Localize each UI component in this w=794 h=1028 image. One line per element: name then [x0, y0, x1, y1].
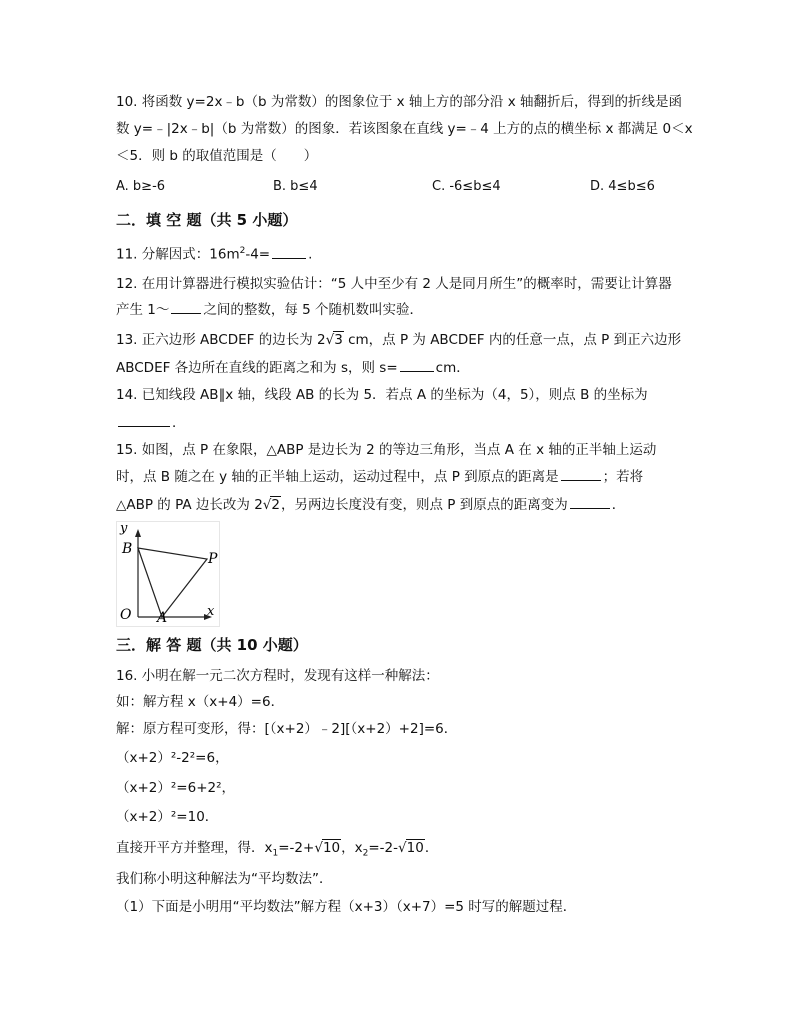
q15-text-pre: 时，点 B 随之在 y 轴的正半轴上运动，运动过程中，点 P 到原点的距离是: [116, 469, 559, 485]
q16-line5: （x+2）²=6+2²，: [116, 780, 236, 796]
q16-radicand-2: 10: [406, 840, 424, 856]
section-fill-in-blank-title: 二．填 空 题（共 5 小题）: [116, 211, 298, 229]
q13-text-pre2: ABCDEF 各边所在直线的距离之和为 s，则 s=: [116, 360, 398, 376]
q10-option-b: B. b≤4: [273, 179, 318, 194]
q16-line4: （x+2）²-2²=6，: [116, 750, 229, 766]
q13-text-post2: cm．: [435, 360, 470, 376]
q11-answer-blank: [272, 244, 306, 259]
q14-line2: [116, 412, 186, 434]
q15-text-end: ．: [611, 497, 626, 513]
point-p-label: P: [208, 551, 218, 567]
q10-line1: 10. 将函数 y=2x﹣b（b 为常数）的图象位于 x 轴上方的部分沿 x 轴翻折后，得到的折线是函: [116, 94, 683, 110]
q16-sep: ，x: [341, 840, 363, 856]
q10-option-d: D. 4≤b≤6: [590, 179, 655, 194]
q12-line2: [116, 299, 423, 321]
q16-line9: （1）下面是小明用“平均数法”解方程（x+3）（x+7）=5 时写的解题过程．: [116, 899, 577, 915]
q12-answer-blank: [171, 299, 201, 314]
q16-line6: （x+2）²=10．: [116, 809, 219, 825]
sqrt-sign: √: [262, 497, 272, 513]
q15-text-mid: ，另两边长度没有变，则点 P 到原点的距离变为: [281, 497, 568, 513]
q10-line3: ＜5．则 b 的取值范围是（ ）: [116, 148, 318, 164]
q16-radicand-1: 10: [322, 840, 341, 856]
q11-text: 11. 分解因式：16m: [116, 246, 240, 263]
q13-radicand: 3: [334, 332, 343, 348]
q16-x2-expr: =-2-: [368, 840, 399, 856]
sqrt-sign: √: [325, 332, 335, 348]
q11-line: [116, 240, 312, 266]
q16-line8: 我们称小明这种解法为“平均数法”．: [116, 871, 333, 887]
x-axis-label: x: [207, 604, 215, 619]
q10-line2: 数 y=﹣|2x﹣b|（b 为常数）的图象．若该图象在直线 y=﹣4 上方的点的横坐标 x 都满足 0＜x: [116, 121, 693, 137]
q11-end: .: [308, 246, 313, 263]
q15-geometry-figure: [116, 521, 220, 627]
figure-frame: [117, 522, 220, 627]
q12-line1: 12. 在用计算器进行模拟实验估计：“5 人中至少有 2 人是同月所生”的概率时，需要让计算器: [116, 276, 672, 292]
q10-option-a: A. b≥-6: [116, 179, 166, 194]
q13-text-post: cm，点 P 为 ABCDEF 内的任意一点，点 P 到正六边形: [343, 332, 682, 348]
q15-line1: 15. 如图，点 P 在象限，△ABP 是边长为 2 的等边三角形，当点 A 在 x 轴的正半轴上运动: [116, 442, 657, 458]
subscript-2: 2: [362, 848, 369, 859]
q13-line1: [116, 329, 681, 351]
q14-answer-blank: [118, 412, 170, 427]
sqrt-sign: √: [398, 840, 407, 856]
q15-text-pre3: △ABP 的 PA 边长改为 2: [116, 497, 263, 513]
q10-option-c: C. -6≤b≤4: [432, 179, 501, 194]
q15-line2: [116, 466, 643, 488]
q14-line1: 14. 已知线段 AB∥x 轴，线段 AB 的长为 5．若点 A 的坐标为（4，5），则点 B 的坐标为: [116, 387, 648, 403]
q13-line2: [116, 357, 470, 379]
sqrt-sign: √: [314, 840, 323, 856]
section-answer-title: 三．解 答 题（共 10 小题）: [116, 636, 308, 654]
q16-end: ．: [424, 840, 439, 856]
q15-answer-blank-2: [570, 494, 610, 509]
y-axis-label: y: [120, 521, 128, 536]
q16-line7: [116, 837, 438, 865]
point-a-label: A: [157, 610, 168, 626]
q13-text-pre: 13. 正六边形 ABCDEF 的边长为 2: [116, 332, 326, 348]
origin-label: O: [120, 607, 132, 623]
q16-line1: 16. 小明在解一元二次方程时，发现有这样一种解法：: [116, 668, 439, 684]
q11-exponent: 2: [239, 246, 246, 256]
q15-radicand: 2: [271, 497, 280, 513]
q16-line3: 解：原方程可变形，得：[（x+2）﹣2][（x+2）+2]=6．: [116, 721, 458, 737]
q16-line2: 如：解方程 x（x+4）=6．: [116, 694, 285, 710]
q15-text-post: ；若将: [602, 469, 644, 485]
q12-text-pre: 产生 1～: [116, 302, 170, 318]
q13-answer-blank: [400, 357, 434, 372]
q16-text-pre: 直接开平方并整理，得．x: [116, 840, 273, 856]
q12-text-post: 之间的整数，每 5 个随机数叫实验．: [203, 302, 424, 318]
q15-line3: [116, 494, 625, 516]
q14-end: ．: [172, 415, 186, 431]
q11-text-post: -4=: [245, 246, 271, 263]
q16-x1-expr: =-2+: [278, 840, 315, 856]
subscript-1: 1: [272, 848, 279, 859]
point-b-label: B: [122, 541, 133, 557]
q15-answer-blank-1: [561, 466, 601, 481]
